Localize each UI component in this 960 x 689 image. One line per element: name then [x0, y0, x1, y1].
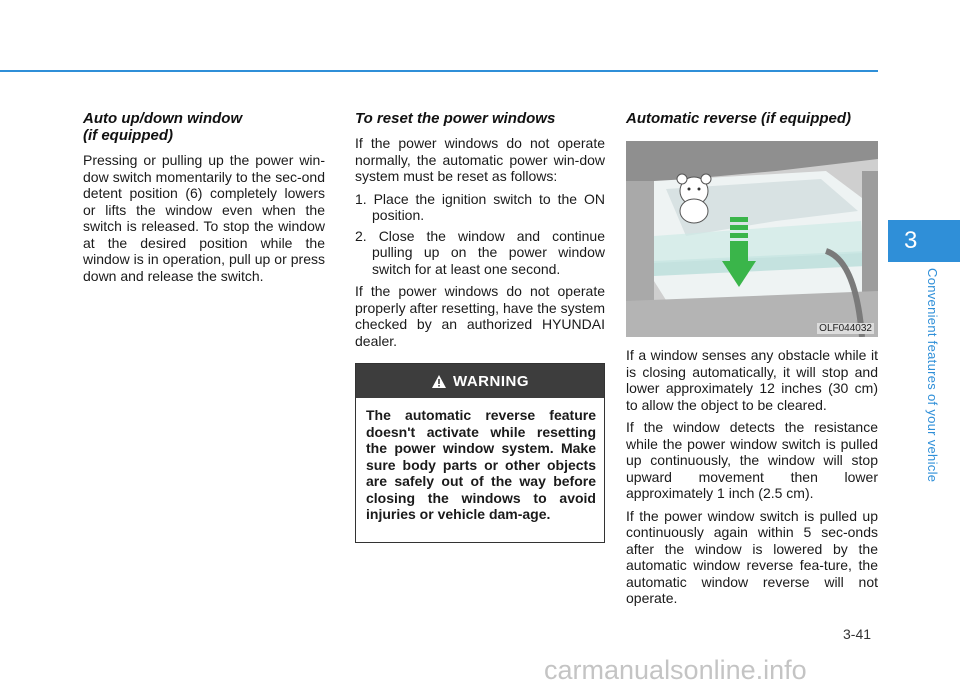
- heading-line-1: Auto up/down window: [83, 110, 243, 127]
- warning-title: WARNING: [453, 372, 529, 390]
- section-auto-up-down: [83, 110, 325, 290]
- auto-reverse-paragraph-2: If the window detects the resistance while the power window switch is pulled up continuously, the window will stop upward movement then lower approximately 1 inch (2.5 cm).: [626, 419, 878, 501]
- auto-up-down-paragraph: Pressing or pulling up the power win-dow switch momentarily to the sec-ond detent position (6) completely lowers or lifts the window even when the switch is released. To stop the window at the desired position while the window is in operation, pull up or press down and release the switch.: [83, 152, 325, 284]
- warning-header: [356, 364, 604, 398]
- car-window-illustration: [626, 141, 878, 337]
- car-interior-drawing: [626, 141, 878, 337]
- chapter-title: Convenient features of your vehicle: [925, 268, 940, 483]
- auto-reverse-paragraph-1: If a window senses any obstacle while it is closing automatically, it will stop and lower approximately 12 inches (30 cm) to allow the object to be cleared.: [626, 347, 878, 413]
- image-code-label: OLF044032: [819, 323, 872, 334]
- header-rule: [0, 70, 878, 72]
- heading-auto-up-down: [83, 110, 325, 144]
- reset-step-1: 1. Place the ignition switch to the ON position.: [355, 190, 605, 223]
- heading-automatic-reverse: Automatic reverse (if equipped): [626, 110, 852, 127]
- section-reset-power-windows: [355, 110, 605, 543]
- reset-intro-paragraph: If the power windows do not operate normally, the automatic power win-dow system must be reset as follows:: [355, 135, 605, 184]
- warning-triangle-icon: [431, 374, 447, 389]
- heading-line-2: (if equipped): [83, 127, 173, 144]
- auto-reverse-paragraph-3: If the power window switch is pulled up continuously again within 5 sec-onds after the window is lowered by the automatic window reverse fea-ture, the automatic window reverse will not operate.: [626, 507, 878, 606]
- page-number: 3-41: [843, 626, 872, 642]
- heading-reset-power-windows: To reset the power windows: [355, 110, 556, 127]
- warning-box: [355, 363, 605, 543]
- reset-after-paragraph: If the power windows do not operate properly after resetting, have the system checked by an authorized HYUNDAI dealer.: [355, 283, 605, 349]
- reset-step-2: 2. Close the window and continue pulling up on the power window switch for at least one second.: [355, 227, 605, 277]
- warning-body: The automatic reverse feature doesn't activate while resetting the power window system. Make sure body parts or other objects are safely out of the way before closing the windows to avoid injuries or vehicle dam-age.: [366, 407, 596, 522]
- watermark: carmanualsonline.info: [544, 655, 807, 685]
- chapter-tab: 3: [888, 220, 960, 262]
- section-automatic-reverse: [626, 110, 878, 613]
- reset-steps-list: [355, 191, 605, 278]
